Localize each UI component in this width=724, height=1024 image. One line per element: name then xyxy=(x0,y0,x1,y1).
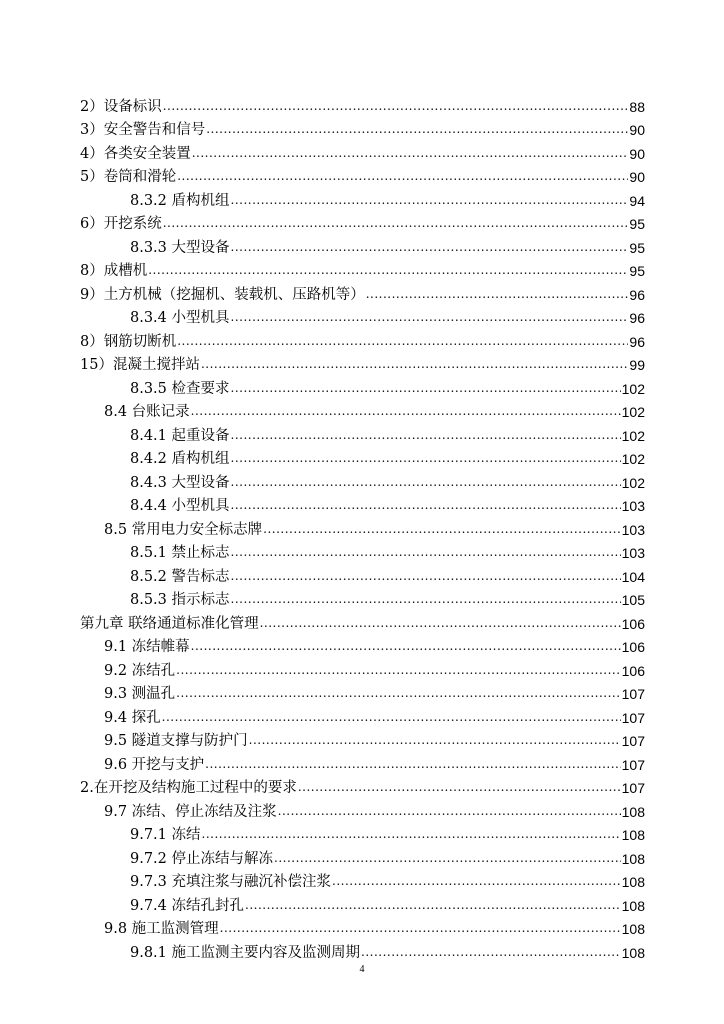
toc-entry-title: 8.5.2 警告标志 xyxy=(130,568,230,585)
toc-entry-title: 9.3 测温孔 xyxy=(104,686,176,702)
toc-entry[interactable] xyxy=(80,938,645,962)
page-number: 4 xyxy=(359,964,365,975)
toc-entry[interactable] xyxy=(80,656,645,680)
toc-entry[interactable] xyxy=(80,844,645,868)
toc-dot-leader xyxy=(162,710,621,724)
toc-entry-title: 8.3.3 大型设备 xyxy=(130,239,230,256)
toc-entry-title: 8.3.2 盾构机组 xyxy=(130,192,230,209)
toc-entry-title: 9.5 隧道支撑与防护门 xyxy=(104,733,248,749)
toc-dot-leader xyxy=(220,921,621,935)
toc-entry-title: 6）开挖系统 xyxy=(80,216,162,232)
toc-entry-title: 8.4.4 小型机具 xyxy=(130,498,230,514)
toc-dot-leader xyxy=(263,522,620,536)
toc-dot-leader xyxy=(205,757,620,771)
toc-dot-leader xyxy=(176,663,620,677)
toc-entry-page-number: 107 xyxy=(621,780,645,796)
toc-entry[interactable] xyxy=(80,821,645,845)
toc-entry-page-number: 108 xyxy=(621,803,645,820)
toc-entry-page-number: 90 xyxy=(629,169,645,185)
toc-entry[interactable] xyxy=(80,609,645,633)
toc-entry-page-number: 96 xyxy=(629,310,645,326)
toc-entry-page-number: 107 xyxy=(621,756,645,773)
toc-dot-leader xyxy=(148,263,628,277)
toc-dot-leader xyxy=(245,898,621,912)
toc-entry[interactable] xyxy=(80,374,645,398)
toc-dot-leader xyxy=(274,851,621,865)
toc-entry[interactable] xyxy=(80,92,645,116)
toc-entry-page-number: 102 xyxy=(621,380,645,397)
toc-dot-leader xyxy=(366,287,629,301)
toc-entry-page-number: 106 xyxy=(621,639,645,655)
toc-dot-leader xyxy=(231,428,621,442)
toc-dot-leader xyxy=(231,381,621,395)
toc-entry-title: 8.5.3 指示标志 xyxy=(130,592,230,608)
toc-entry-page-number: 96 xyxy=(629,333,645,350)
toc-entry-page-number: 102 xyxy=(621,404,645,420)
toc-entry-page-number: 104 xyxy=(621,568,645,585)
toc-entry-title: 5）卷筒和滑轮 xyxy=(80,169,177,185)
toc-dot-leader xyxy=(191,639,621,653)
toc-dot-leader xyxy=(231,240,629,254)
toc-dot-leader xyxy=(201,357,628,371)
toc-entry[interactable] xyxy=(80,750,645,774)
toc-entry[interactable] xyxy=(80,633,645,657)
toc-entry-title: 8.3.4 小型机具 xyxy=(130,310,230,326)
toc-entry-page-number: 107 xyxy=(621,709,645,726)
toc-entry-page-number: 107 xyxy=(621,686,645,702)
toc-dot-leader xyxy=(231,193,629,207)
toc-dot-leader xyxy=(206,122,628,136)
toc-entry[interactable] xyxy=(80,304,645,328)
toc-entry-page-number: 107 xyxy=(621,733,645,749)
toc-entry[interactable] xyxy=(80,257,645,281)
toc-entry-page-number: 95 xyxy=(629,239,645,256)
table-of-contents xyxy=(80,92,645,962)
toc-dot-leader xyxy=(163,99,629,113)
toc-dot-leader xyxy=(231,451,621,465)
toc-dot-leader xyxy=(192,146,629,160)
toc-entry-page-number: 108 xyxy=(621,944,645,961)
toc-entry[interactable] xyxy=(80,398,645,422)
toc-entry[interactable] xyxy=(80,680,645,704)
toc-entry-page-number: 103 xyxy=(621,521,645,538)
toc-entry-page-number: 102 xyxy=(621,474,645,491)
toc-entry-title: 8.5 常用电力安全标志牌 xyxy=(104,521,263,538)
toc-entry[interactable] xyxy=(80,116,645,140)
toc-dot-leader xyxy=(176,686,620,700)
toc-dot-leader xyxy=(249,733,621,747)
toc-entry[interactable] xyxy=(80,868,645,892)
toc-dot-leader xyxy=(260,616,621,630)
toc-entry-page-number: 108 xyxy=(621,827,645,843)
toc-dot-leader xyxy=(202,827,621,841)
toc-entry-page-number: 103 xyxy=(621,498,645,514)
toc-entry-title: 9.4 探孔 xyxy=(104,709,161,726)
toc-entry[interactable] xyxy=(80,703,645,727)
toc-entry-page-number: 90 xyxy=(629,122,645,138)
toc-entry-title: 15）混凝土搅拌站 xyxy=(80,357,200,373)
toc-entry-page-number: 102 xyxy=(621,427,645,444)
toc-dot-leader xyxy=(191,404,621,418)
toc-entry-title: 9.7.3 充填注浆与融沉补偿注浆 xyxy=(130,874,332,890)
toc-entry-title: 9.7 冻结、停止冻结及注浆 xyxy=(104,803,277,820)
toc-entry[interactable] xyxy=(80,139,645,163)
toc-entry-page-number: 108 xyxy=(621,850,645,867)
toc-entry-page-number: 95 xyxy=(629,216,645,232)
toc-entry[interactable] xyxy=(80,233,645,257)
toc-entry-title: 8.4.2 盾构机组 xyxy=(130,451,230,467)
toc-entry[interactable] xyxy=(80,891,645,915)
toc-entry-title: 8）钢筋切断机 xyxy=(80,333,177,350)
toc-entry-page-number: 103 xyxy=(621,545,645,561)
toc-entry-title: 9.7.2 停止冻结与解冻 xyxy=(130,850,274,867)
toc-entry[interactable] xyxy=(80,210,645,234)
toc-dot-leader xyxy=(163,216,629,230)
toc-entry-title: 8）成槽机 xyxy=(80,263,148,279)
toc-dot-leader xyxy=(231,569,621,583)
toc-dot-leader xyxy=(231,310,629,324)
toc-entry-title: 8.4.3 大型设备 xyxy=(130,474,230,491)
toc-dot-leader xyxy=(231,475,621,489)
toc-entry[interactable] xyxy=(80,586,645,610)
toc-dot-leader xyxy=(177,169,628,183)
toc-entry-title: 8.5.1 禁止标志 xyxy=(130,545,230,561)
toc-entry-page-number: 108 xyxy=(621,897,645,914)
toc-entry[interactable] xyxy=(80,186,645,210)
toc-entry-page-number: 108 xyxy=(621,874,645,890)
toc-entry-title: 9.8.1 施工监测主要内容及监测周期 xyxy=(130,944,361,961)
toc-entry[interactable] xyxy=(80,562,645,586)
toc-entry-page-number: 106 xyxy=(621,615,645,632)
toc-entry-title: 4）各类安全装置 xyxy=(80,145,191,162)
toc-entry[interactable] xyxy=(80,539,645,563)
toc-entry-title: 8.4 台账记录 xyxy=(104,404,190,420)
toc-entry-title: 9.7.1 冻结 xyxy=(130,827,201,843)
toc-entry-title: 第九章 联络通道标准化管理 xyxy=(80,615,259,632)
toc-entry[interactable] xyxy=(80,915,645,939)
toc-entry-page-number: 102 xyxy=(621,451,645,467)
toc-entry-page-number: 94 xyxy=(629,192,645,209)
toc-entry-page-number: 105 xyxy=(621,592,645,608)
toc-entry[interactable] xyxy=(80,774,645,798)
toc-entry-page-number: 99 xyxy=(629,357,645,373)
toc-entry-page-number: 95 xyxy=(629,263,645,279)
toc-entry[interactable] xyxy=(80,445,645,469)
toc-entry[interactable] xyxy=(80,515,645,539)
toc-entry-title: 3）安全警告和信号 xyxy=(80,122,206,138)
toc-entry[interactable] xyxy=(80,327,645,351)
toc-entry[interactable] xyxy=(80,797,645,821)
toc-entry-page-number: 96 xyxy=(629,286,645,303)
toc-entry-page-number: 106 xyxy=(621,662,645,679)
toc-entry[interactable] xyxy=(80,727,645,751)
toc-dot-leader xyxy=(177,334,628,348)
toc-entry[interactable] xyxy=(80,492,645,516)
toc-entry-title: 9）土方机械（挖掘机、装载机、压路机等） xyxy=(80,286,365,303)
toc-entry[interactable] xyxy=(80,163,645,187)
toc-entry[interactable] xyxy=(80,421,645,445)
toc-entry-page-number: 108 xyxy=(621,921,645,937)
toc-dot-leader xyxy=(278,804,621,818)
toc-entry-title: 2.在开挖及结构施工过程中的要求 xyxy=(80,780,297,796)
toc-entry-title: 9.7.4 冻结孔封孔 xyxy=(130,897,245,914)
toc-entry-page-number: 90 xyxy=(629,145,645,162)
toc-dot-leader xyxy=(361,945,621,959)
toc-dot-leader xyxy=(231,498,621,512)
toc-entry-title: 8.3.5 检查要求 xyxy=(130,380,230,397)
toc-dot-leader xyxy=(231,545,621,559)
toc-dot-leader xyxy=(332,874,621,888)
toc-entry-title: 2）设备标识 xyxy=(80,98,162,115)
toc-dot-leader xyxy=(231,592,621,606)
toc-entry-title: 8.4.1 起重设备 xyxy=(130,427,230,444)
toc-entry[interactable] xyxy=(80,468,645,492)
toc-dot-leader xyxy=(298,780,621,794)
toc-entry-title: 9.1 冻结帷幕 xyxy=(104,639,190,655)
toc-entry-title: 9.8 施工监测管理 xyxy=(104,921,219,937)
toc-entry[interactable] xyxy=(80,280,645,304)
toc-entry-title: 9.2 冻结孔 xyxy=(104,662,176,679)
toc-entry[interactable] xyxy=(80,351,645,375)
toc-entry-page-number: 88 xyxy=(629,98,645,115)
toc-entry-title: 9.6 开挖与支护 xyxy=(104,756,205,773)
